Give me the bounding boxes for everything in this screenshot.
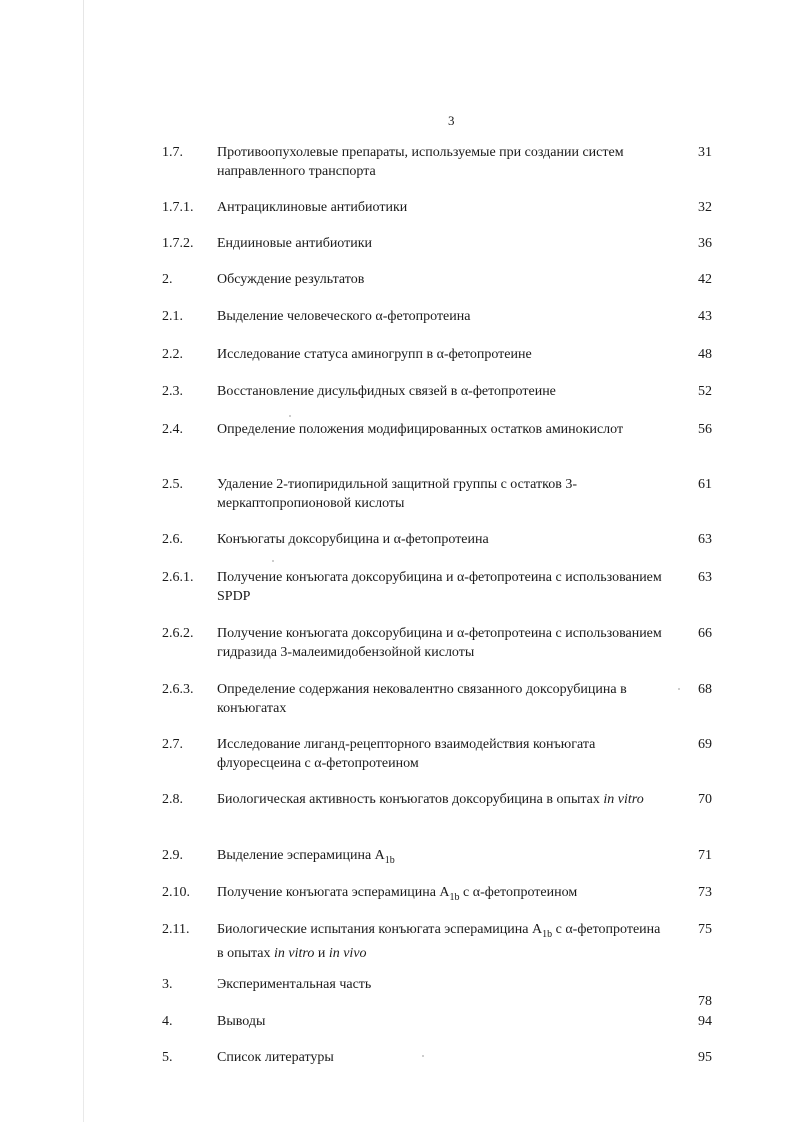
toc-entry-number: 2.5.: [162, 477, 183, 492]
toc-entry-page: 43: [698, 309, 712, 324]
toc-entry-page: 63: [698, 532, 712, 547]
toc-entry-number: 2.10.: [162, 885, 190, 900]
toc-entry-number: 2.7.: [162, 737, 183, 752]
toc-entry-page: 78: [698, 994, 712, 1009]
toc-entry-number: 1.7.2.: [162, 236, 194, 251]
toc-entry-title: Исследование лиганд-рецепторного взаимодействия конъюгата флуоресцеина с α-фетопротеином: [217, 737, 596, 771]
toc-entry-title: Выделение эсперамицина $A_{1b}$: [217, 848, 395, 866]
toc-entry-page: 68: [698, 682, 712, 697]
toc-entry-title: Ендииновые антибиотики: [217, 236, 373, 251]
toc-entry-title: Восстановление дисульфидных связей в α-фетопротеине: [217, 384, 556, 399]
toc-entry-number: 2.4.: [162, 422, 183, 437]
toc-entry-page: 52: [698, 384, 712, 399]
toc-entry-page: 75: [698, 922, 712, 937]
toc-entry-title: Конъюгаты доксорубицина и α-фетопротеина: [217, 532, 489, 547]
toc-entry-number: 2.2.: [162, 347, 183, 362]
toc-entry-number: 2.: [162, 272, 173, 287]
toc-entry-number: 1.7.1.: [162, 200, 194, 215]
toc-entry-page: 63: [698, 570, 712, 585]
toc-entry-number: 2.9.: [162, 848, 183, 863]
toc-entry-title: Выводы: [217, 1014, 266, 1029]
toc-entry-page: 94: [698, 1014, 712, 1029]
toc-entry-number: 3.: [162, 977, 173, 992]
toc-entry-title: Биологическая активность конъюгатов доксорубицина в опытах in vitro: [217, 792, 644, 807]
toc-entry-page: 48: [698, 347, 712, 362]
toc-entry-page: 66: [698, 626, 712, 641]
toc-entry-page: 31: [698, 145, 712, 160]
toc-entry-page: 56: [698, 422, 712, 437]
toc-entry-page: 95: [698, 1050, 712, 1065]
toc-entry-title: Антрациклиновые антибиотики: [217, 200, 408, 215]
toc-entry-title: Удаление 2-тиопиридильной защитной группы с остатков 3-меркаптопропионовой кислоты: [217, 477, 577, 511]
toc-entry-number: 2.6.2.: [162, 626, 194, 641]
toc-entry-number: 2.6.: [162, 532, 183, 547]
scan-speck: [422, 1055, 424, 1057]
toc-entry-title: Биологические испытания конъюгата эсперамицина $A_{1b}$ с α-фетопротеина в опытах in vitro и in vivo: [217, 922, 661, 961]
page-number: 3: [448, 113, 455, 128]
toc-entry-title: Получение конъюгата эсперамицина $A_{1b}$ с α-фетопротеином: [217, 885, 578, 903]
toc-entry-title: Определение содержания нековалентно связанного доксорубицина в конъюгатах: [217, 682, 627, 716]
toc-entry-page: 32: [698, 200, 712, 215]
toc-entry-number: 2.6.3.: [162, 682, 194, 697]
toc-entry-number: 2.11.: [162, 922, 190, 937]
toc-entry-title: Обсуждение результатов: [217, 272, 365, 287]
toc-entry-number: 2.8.: [162, 792, 183, 807]
toc-entry-title: Противоопухолевые препараты, используемые при создании систем направленного транспорта: [217, 145, 624, 179]
toc-entry-title: Список литературы: [217, 1050, 334, 1065]
toc-entry-number: 2.3.: [162, 384, 183, 399]
toc-entry-page: 71: [698, 848, 712, 863]
toc-entry-title: Исследование статуса аминогрупп в α-фетопротеине: [217, 347, 532, 362]
toc-entry-title: Получение конъюгата доксорубицина и α-фетопротеина с использованием гидразида 3-малеимидобензойной кислоты: [217, 626, 662, 660]
toc-entry-page: 42: [698, 272, 712, 287]
toc-entry-number: 1.7.: [162, 145, 183, 160]
toc-entry-title: Определение положения модифицированных остатков аминокислот: [217, 422, 624, 437]
scan-speck: [272, 560, 274, 562]
toc-entry-page: 73: [698, 885, 712, 900]
scan-speck: [678, 688, 680, 690]
toc-entry-page: 70: [698, 792, 712, 807]
scan-edge: [83, 0, 84, 1122]
toc-entry-number: 2.6.1.: [162, 570, 194, 585]
scan-speck: [289, 415, 291, 417]
toc-entry-number: 4.: [162, 1014, 173, 1029]
toc-entry-page: 36: [698, 236, 712, 251]
toc-entry-title: Выделение человеческого α-фетопротеина: [217, 309, 471, 324]
toc-entry-title: Экспериментальная часть: [217, 977, 372, 992]
toc-entry-title: Получение конъюгата доксорубицина и α-фетопротеина с использованием SPDP: [217, 570, 662, 604]
toc-entry-number: 2.1.: [162, 309, 183, 324]
toc-entry-page: 61: [698, 477, 712, 492]
toc-entry-page: 69: [698, 737, 712, 752]
toc-entry-number: 5.: [162, 1050, 173, 1065]
